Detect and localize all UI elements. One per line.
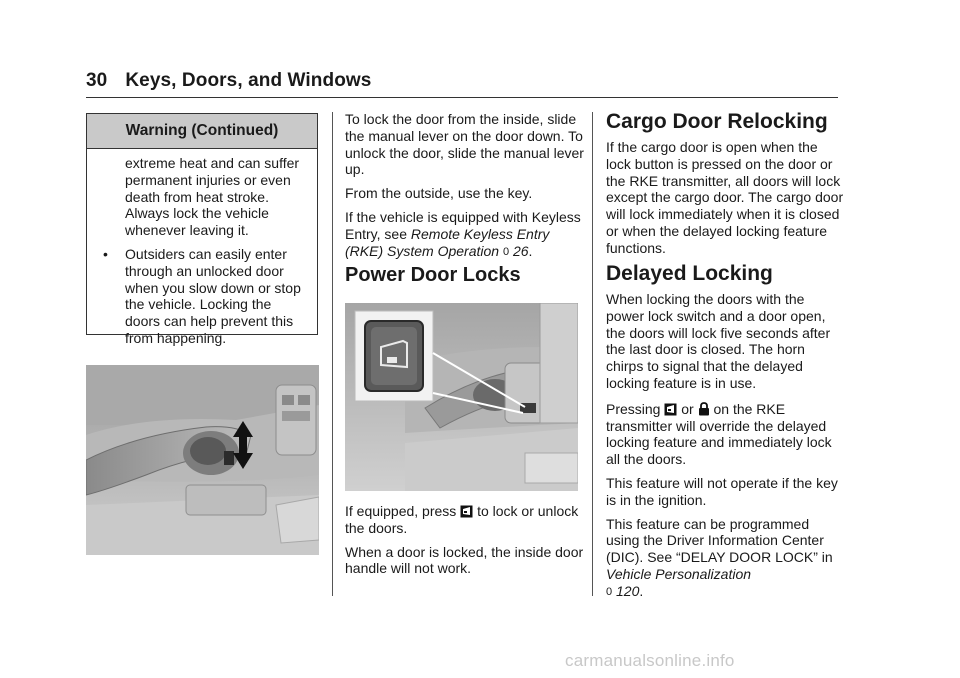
delayed-locking-paragraph: When locking the doors with the power lock switch and a door open, the doors will lock five seconds after the last door is closed. The horn chirps to signal that the delayed locking feature is in use. [606, 291, 831, 391]
column-divider-right [592, 112, 593, 596]
vehicle-personalization-link[interactable]: Vehicle Personalization [606, 565, 752, 582]
page-number: 30 [86, 70, 108, 91]
pressing-paragraph [606, 401, 846, 468]
section-title: Keys, Doors, and Windows [125, 70, 372, 91]
middle-column-bottom [345, 503, 585, 584]
warning-title: Warning (Continued) [87, 114, 317, 149]
bullet-icon: • [103, 245, 108, 262]
keyless-prefix: If the vehicle is equipped with Keyless Entry, see [345, 208, 581, 242]
delayed-locking-block [606, 291, 846, 608]
door-lock-button-icon [460, 505, 473, 518]
warning-continued-text: extreme heat and can suffer permanent injuries or even death from heat stroke. Always lock the vehicle whenever leaving it. [125, 155, 300, 239]
xref-symbol: 0 [606, 585, 613, 598]
press-suffix: to lock or unlock the doors. [345, 503, 579, 536]
dic-suffix: . [639, 582, 644, 599]
keyless-entry-paragraph [345, 209, 585, 260]
press-prefix: If equipped, press [345, 503, 461, 519]
cargo-paragraph-block [606, 139, 846, 264]
power-door-locks-heading: Power Door Locks [345, 264, 521, 286]
warning-box [86, 113, 318, 346]
warning-bullet-text: Outsiders can easily enter through an unlocked door when you slow down or stop the vehicle. Locking the doors can help prevent this from happening. [125, 245, 301, 346]
pressing-suffix: on the RKE transmitter will override the delayed locking feature and immediately lock all the doors. [606, 400, 832, 468]
middle-column-top [345, 111, 585, 267]
xref-symbol: 0 [502, 245, 510, 258]
dic-prefix: This feature can be programmed using the Driver Information Center (DIC). See “DELAY DOOR LOCK” in [606, 515, 833, 566]
padlock-icon [698, 402, 710, 416]
warning-body [87, 149, 317, 347]
inside-handle-paragraph: When a door is locked, the inside door handle will not work. [345, 543, 584, 577]
dic-paragraph [606, 516, 846, 601]
outside-key-paragraph: From the outside, use the key. [345, 185, 533, 202]
rke-page-number[interactable]: 26 [512, 242, 529, 259]
power-lock-switch-photo [345, 303, 578, 491]
cargo-door-relocking-heading: Cargo Door Relocking [606, 110, 828, 133]
door-handle-illustration [86, 365, 319, 555]
door-lock-button-icon [664, 403, 677, 416]
ignition-paragraph: This feature will not operate if the key is in the ignition. [606, 474, 838, 508]
watermark: carmanualsonline.info [565, 651, 735, 670]
header-rule [86, 97, 838, 98]
pressing-prefix: Pressing [606, 400, 665, 417]
column-divider-left [332, 112, 333, 596]
rke-reference-link[interactable]: Remote Keyless Entry (RKE) System Operation [345, 225, 550, 259]
page-header [86, 70, 371, 92]
warning-bullet-item [103, 245, 309, 347]
vehicle-personalization-page[interactable]: 120 [616, 582, 640, 599]
inside-lock-paragraph: To lock the door from the inside, slide the manual lever on the door down. To unlock the door, slide the manual lever up. [345, 111, 584, 178]
cargo-paragraph: If the cargo door is open when the lock button is pressed on the door or the RKE transmitter, all doors will lock except the cargo door. The cargo door will lock immediately when it is closed or when the delayed locking feature functions. [606, 139, 844, 256]
delayed-locking-heading: Delayed Locking [606, 262, 773, 285]
press-to-lock-paragraph [345, 503, 585, 537]
power-lock-switch-illustration [345, 303, 578, 491]
door-handle-photo [86, 365, 319, 555]
pressing-or: or [677, 400, 698, 417]
keyless-suffix: . [528, 242, 533, 259]
